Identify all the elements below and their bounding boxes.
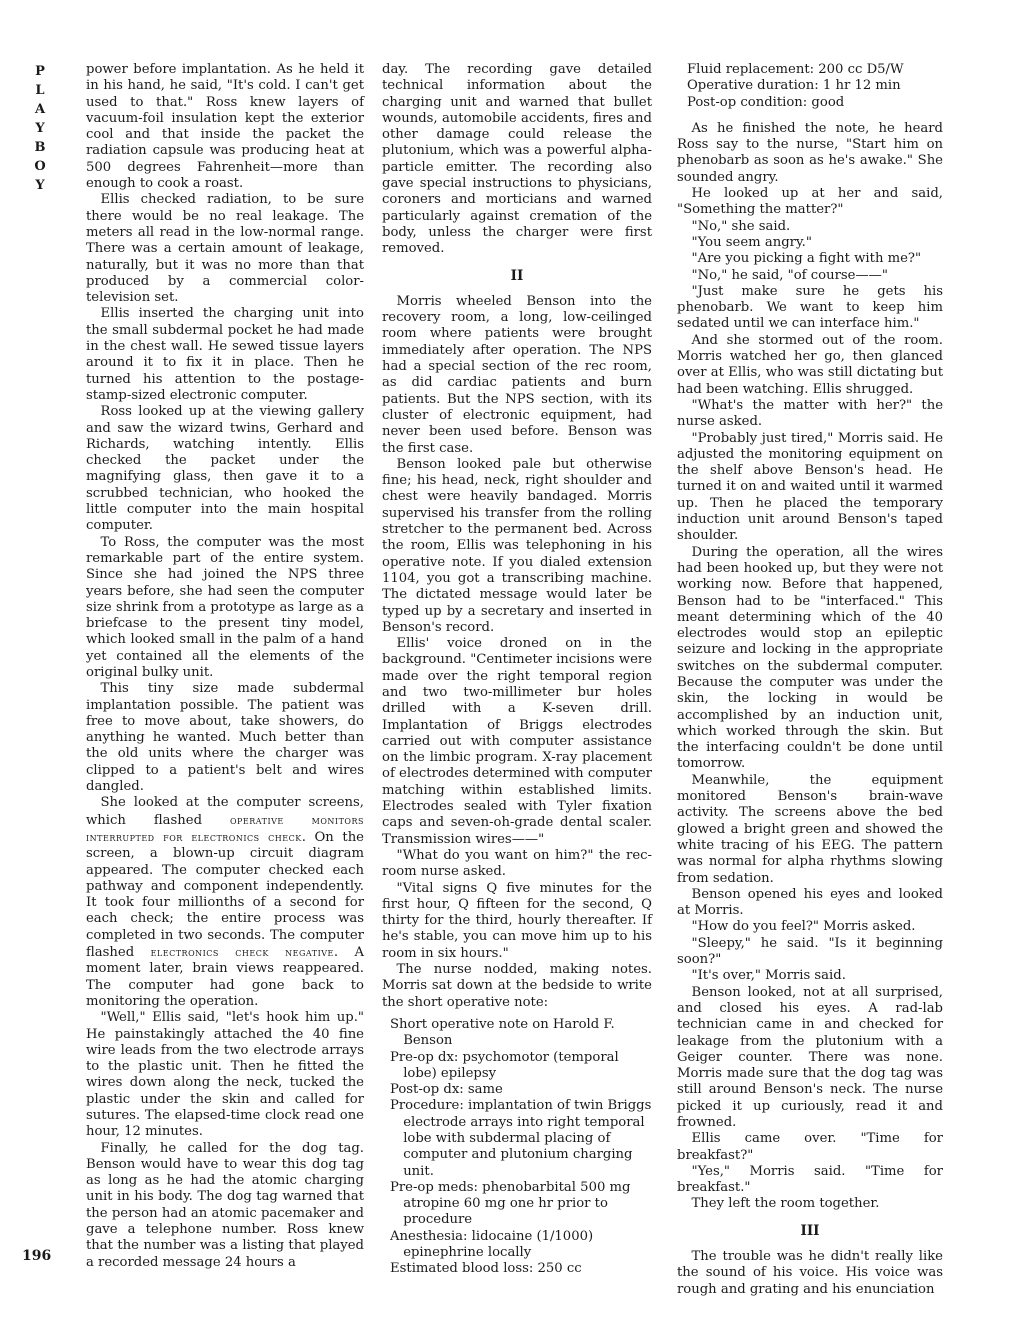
note-line: Operative duration: 1 hr 12 min: [687, 78, 901, 94]
paragraph: The nurse nodded, making notes. Morris sat down at the bedside to write the short operative note:: [382, 962, 652, 1010]
paragraph: day. The recording gave detailed technical information about the charging unit and warned that bullet wounds, automobile accidents, fires and other damage could release the plutonium, which was a powerful alpha-particle emitter. The recording also gave special instructions to physicians, coroners and morticians and warned particularly against cremation of the body, unless the charger were first removed.: [382, 62, 652, 257]
paragraph: Benson opened his eyes and looked at Morris.: [677, 886, 943, 919]
note-line: Fluid replacement: 200 cc D5/W: [687, 62, 904, 77]
paragraph: Benson looked, not at all surprised, and closed his eyes. A rad-lab technician came in and checked for leakage from the plutonium with a Geiger counter. There was none. Morris made sure that the dog tag was still around Benson's neck. The nurse picked it up curiously, read it and frowned.: [677, 984, 943, 1130]
paragraph: During the operation, all the wires had been hooked up, but they were not working now. Before that happened, Benson had to be "interfaced." This meant determining which of the 40 electrodes would stop an epileptic seizure and locking in the appropriate switches on the subdermal computer. Because the computer was under the skin, the locking in would be accomplished by an induction unit, which worked through the skin. But the interfacing couldn't be done until tomorrow.: [677, 544, 943, 772]
paragraph: "What do you want on him?" the rec-room nurse asked.: [382, 847, 652, 880]
paragraph: "It's over," Morris said.: [691, 968, 846, 984]
paragraph: And she stormed out of the room. Morris watched her go, then glanced over at Ellis, who was still dictating but had been watching. Ellis shrugged.: [677, 332, 943, 397]
note-line: Estimated blood loss: 250 cc: [390, 1261, 582, 1277]
note-line: Short operative note on Harold F. Benson: [390, 1016, 615, 1049]
magazine-letter: Y: [35, 121, 45, 136]
paragraph: [86, 795, 364, 1010]
paragraph: Morris wheeled Benson into the recovery room, a long, low-ceilinged room where patients were brought immediately after operation. The NPS had a special section of the rec room, as did cardiac patients and burn patients. But the NPS section, with its cluster of electronic equipment, had never been used before. Benson was the first case.: [382, 293, 652, 456]
paragraph: Ellis' voice droned on in the background. "Centimeter incisions were made over the right temporal region and two two-millimeter bur holes drilled with a K-seven drill. Implantation of Briggs electrodes carried out with computer assistance on the limbic program. X-ray placement of electrodes determined with computer matching within established limits. Electrodes sealed with Tyler fixation caps and seven-oh-grade dental scaler. Transmission wires——": [382, 636, 652, 847]
text-column-1: [86, 62, 364, 1282]
paragraph: Ellis checked radiation, to be sure there would be no real leakage. The meters all read in the low-normal range. There was a certain amount of leakage, naturally, but it was no more than that produced by a commercial color-television set.: [86, 192, 364, 306]
paragraph: As he finished the note, he heard Ross say to the nurse, "Start him on phenobarb as soon as he's awake." She sounded angry.: [677, 120, 943, 185]
magazine-name-vertical: [28, 62, 52, 195]
paragraph: To Ross, the computer was the most remarkable part of the entire system. Since she had joined the NPS three years before, she had seen the computer size shrink from a prototype as large as a briefcase to the present tiny model, which looked small in the palm of a hand yet contained all the elements of the original bulky unit.: [86, 534, 364, 680]
paragraph: Meanwhile, the equipment monitored Benson's brain-wave activity. The screens above the bed glowed a bright green and showed the white tracing of his EEG. The pattern was normal for alpha rhythms slowing from sedation.: [677, 772, 943, 886]
note-line: Post-op condition: good: [687, 94, 845, 110]
paragraph: He looked up at her and said, "Something the matter?": [677, 186, 943, 218]
paragraph: "What's the matter with her?" the nurse asked.: [677, 397, 943, 430]
text-run: . A moment later, brain views reappeared. The computer had gone back to monitoring the operation.: [86, 945, 365, 1009]
operative-note: [390, 1017, 652, 1278]
magazine-letter: P: [35, 64, 45, 79]
note-line: Anesthesia: lidocaine (1/1000) epinephrine locally: [390, 1228, 594, 1261]
paragraph: "Vital signs Q five minutes for the first hour, Q fifteen for the second, Q thirty for the third, hourly thereafter. If he's stable, you can move him up to his room in six hours.": [382, 880, 652, 961]
text-column-3: [677, 62, 943, 1297]
page-number: 196: [22, 1248, 52, 1264]
magazine-letter: Y: [35, 178, 45, 193]
computer-message: operative monitors interrupted for electronics check: [86, 812, 364, 844]
paragraph: Ross looked up at the viewing gallery and saw the wizard twins, Gerhard and Richards, watching intently. Ellis checked the packet under the magnifying glass, then gave it to a scrubbed technician, who hooked the little computer into the main hospital computer.: [86, 404, 364, 534]
note-line: Procedure: implantation of twin Briggs electrode arrays into right temporal lobe with subdermal placing of computer and plutonium charging unit.: [390, 1098, 652, 1179]
paragraph: "No," he said, "of course——": [691, 267, 888, 283]
magazine-letter: L: [35, 83, 45, 98]
paragraph: "Just make sure he gets his phenobarb. We want to keep him sedated until we can interface him.": [677, 283, 943, 332]
operative-note-continued: [687, 62, 943, 111]
paragraph: "You seem angry.": [691, 234, 812, 250]
paragraph: This tiny size made subdermal implantation possible. The patient was free to move about, take showers, do anything he wanted. Much better than the old units where the charger was clipped to a patient's belt and wires dangled.: [86, 681, 364, 795]
text-run: . On the screen, a blown-up circuit diagram appeared. The computer checked each pathway and component independently. It took four millionths of a second for each check; the entire process was completed in two seconds. The computer flashed: [86, 829, 364, 961]
note-line: Pre-op meds: phenobarbital 500 mg atropine 60 mg one hr prior to procedure: [390, 1179, 631, 1228]
paragraph: "Yes," Morris said. "Time for breakfast.": [677, 1163, 943, 1196]
note-line: Pre-op dx: psychomotor (temporal lobe) epilepsy: [390, 1049, 619, 1081]
paragraph: Benson looked pale but otherwise fine; his head, neck, right shoulder and chest were heavily bandaged. Morris supervised his transfer from the rolling stretcher to the permanent bed. Across the room, Ellis was telephoning in his operative note. If you dialed extension 1104, you got a transcribing machine. The dictated message would later be typed up by a secretary and inserted in Benson's record.: [382, 456, 652, 635]
text-run: She looked at the computer screens, which flashed: [86, 795, 364, 828]
magazine-letter: A: [34, 102, 46, 117]
paragraph: "Sleepy," he said. "Is it beginning soon?": [677, 935, 943, 968]
section-heading-ii: II: [510, 267, 524, 284]
paragraph: The trouble was he didn't really like the sound of his voice. His voice was rough and grating and his enunciation: [677, 1249, 943, 1297]
paragraph: Ellis inserted the charging unit into the small subdermal pocket he had made in the chest wall. He sewed tissue layers around it to fix it in place. Then he turned his attention to the postage-stamp-sized electronic computer.: [86, 306, 364, 403]
note-line: Post-op dx: same: [390, 1082, 503, 1098]
paragraph: "Well," Ellis said, "let's hook him up." He painstakingly attached the 40 fine wire leads from the two electrode arrays to the plastic unit. Then he fitted the wires down along the neck, tucked the plastic under the skin and called for sutures. The elapsed-time clock read one hour, 12 minutes.: [86, 1010, 364, 1140]
paragraph: Ellis came over. "Time for breakfast?": [677, 1131, 943, 1163]
computer-message: electronics check negative: [150, 945, 334, 960]
paragraph: Finally, he called for the dog tag. Benson would have to wear this dog tag as long as he had the atomic charging unit in his body. The dog tag warned that the person had an atomic pacemaker and gave a telephone number. Ross knew that the number was a listing that played a recorded message 24 hours a: [86, 1140, 364, 1270]
section-heading-iii: III: [800, 1222, 820, 1239]
text-column-2: [382, 62, 652, 1282]
paragraph: They left the room together.: [691, 1196, 880, 1212]
magazine-letter: B: [34, 140, 46, 155]
paragraph: power before implantation. As he held it in his hand, he said, "It's cold. I can't get used to that." Ross knew layers of vacuum-foil insulation kept the exterior cool and that inside the packet the radiation capsule was producing heat at 500 degrees Fahrenheit—more than enough to cook a roast.: [86, 62, 364, 192]
magazine-letter: O: [34, 159, 46, 174]
paragraph: "No," she said.: [691, 218, 791, 234]
paragraph: "Are you picking a fight with me?": [691, 251, 922, 267]
paragraph: "Probably just tired," Morris said. He adjusted the monitoring equipment on the shelf above Benson's head. He turned it on and waited until it warmed up. Then he placed the temporary induction unit around Benson's taped shoulder.: [677, 430, 943, 544]
paragraph: "How do you feel?" Morris asked.: [691, 919, 916, 935]
